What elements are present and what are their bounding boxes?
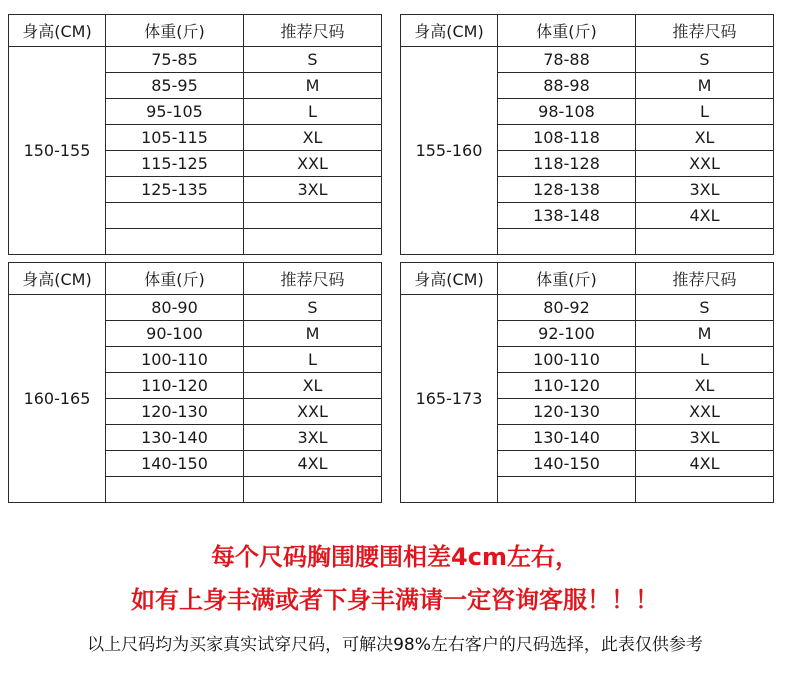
weight-cell: 88-98 [498,73,636,99]
size-cell: XL [244,373,382,399]
size-cell [244,203,382,229]
size-table-165-173 [400,262,774,503]
weight-cell: 92-100 [498,321,636,347]
size-cell: S [636,47,774,73]
size-cell: 3XL [244,177,382,203]
size-table-150-155 [8,14,382,255]
weight-cell: 128-138 [498,177,636,203]
size-table-160-165 [8,262,382,503]
weight-cell: 130-140 [106,425,244,451]
table-row [9,47,382,73]
table-header-row [401,15,774,47]
size-cell: L [636,347,774,373]
weight-cell: 115-125 [106,151,244,177]
weight-cell: 80-92 [498,295,636,321]
size-cell: L [244,347,382,373]
table-header-row [9,15,382,47]
weight-cell: 108-118 [498,125,636,151]
weight-cell: 85-95 [106,73,244,99]
size-cell [636,229,774,255]
weight-cell: 120-130 [498,399,636,425]
size-cell: XXL [636,399,774,425]
size-cell: 4XL [636,451,774,477]
size-cell: M [636,321,774,347]
height-range-cell: 160-165 [9,295,106,503]
height-range-cell: 165-173 [401,295,498,503]
size-cell: M [636,73,774,99]
weight-cell: 75-85 [106,47,244,73]
size-cell [636,477,774,503]
weight-cell: 100-110 [106,347,244,373]
size-cell [244,477,382,503]
weight-cell: 140-150 [498,451,636,477]
weight-cell [498,477,636,503]
size-header: 推荐尺码 [636,15,774,47]
table-row [401,295,774,321]
weight-cell: 130-140 [498,425,636,451]
weight-cell: 98-108 [498,99,636,125]
size-cell: XXL [244,399,382,425]
weight-cell [498,229,636,255]
size-cell: M [244,321,382,347]
table-header-row [9,263,382,295]
size-cell: 4XL [636,203,774,229]
size-cell: 3XL [244,425,382,451]
weight-cell [106,477,244,503]
weight-cell: 100-110 [498,347,636,373]
size-cell: L [636,99,774,125]
weight-cell: 110-120 [498,373,636,399]
size-cell: XL [636,373,774,399]
size-cell: M [244,73,382,99]
size-header: 推荐尺码 [244,15,382,47]
size-cell: 3XL [636,425,774,451]
weight-cell: 95-105 [106,99,244,125]
height-header: 身高(CM) [9,15,106,47]
size-cell: XXL [636,151,774,177]
height-header: 身高(CM) [401,15,498,47]
size-header: 推荐尺码 [244,263,382,295]
size-cell: XL [244,125,382,151]
notice-line-2: 如有上身丰满或者下身丰满请一定咨询客服！！！ [131,586,659,614]
size-table-155-160 [400,14,774,255]
footnote: 以上尺码均为买家真实试穿尺码，可解决98%左右客户的尺码选择，此表仅供参考 [87,635,703,655]
height-range-cell: 150-155 [9,47,106,255]
weight-cell: 140-150 [106,451,244,477]
weight-cell [106,203,244,229]
weight-cell: 105-115 [106,125,244,151]
weight-header: 体重(斤) [498,263,636,295]
size-cell: XL [636,125,774,151]
size-cell: S [636,295,774,321]
weight-cell: 118-128 [498,151,636,177]
table-row [401,47,774,73]
height-range-cell: 155-160 [401,47,498,255]
size-cell: S [244,47,382,73]
height-header: 身高(CM) [9,263,106,295]
weight-header: 体重(斤) [498,15,636,47]
height-header: 身高(CM) [401,263,498,295]
weight-cell: 125-135 [106,177,244,203]
size-cell [244,229,382,255]
weight-cell [106,229,244,255]
weight-header: 体重(斤) [106,263,244,295]
size-cell: L [244,99,382,125]
size-cell: XXL [244,151,382,177]
weight-cell: 138-148 [498,203,636,229]
size-header: 推荐尺码 [636,263,774,295]
weight-cell: 90-100 [106,321,244,347]
table-header-row [401,263,774,295]
size-cell: 4XL [244,451,382,477]
notice-line-1: 每个尺码胸围腰围相差4cm左右， [211,543,579,571]
weight-cell: 110-120 [106,373,244,399]
weight-cell: 80-90 [106,295,244,321]
weight-cell: 78-88 [498,47,636,73]
size-cell: S [244,295,382,321]
weight-header: 体重(斤) [106,15,244,47]
weight-cell: 120-130 [106,399,244,425]
size-cell: 3XL [636,177,774,203]
table-row [9,295,382,321]
